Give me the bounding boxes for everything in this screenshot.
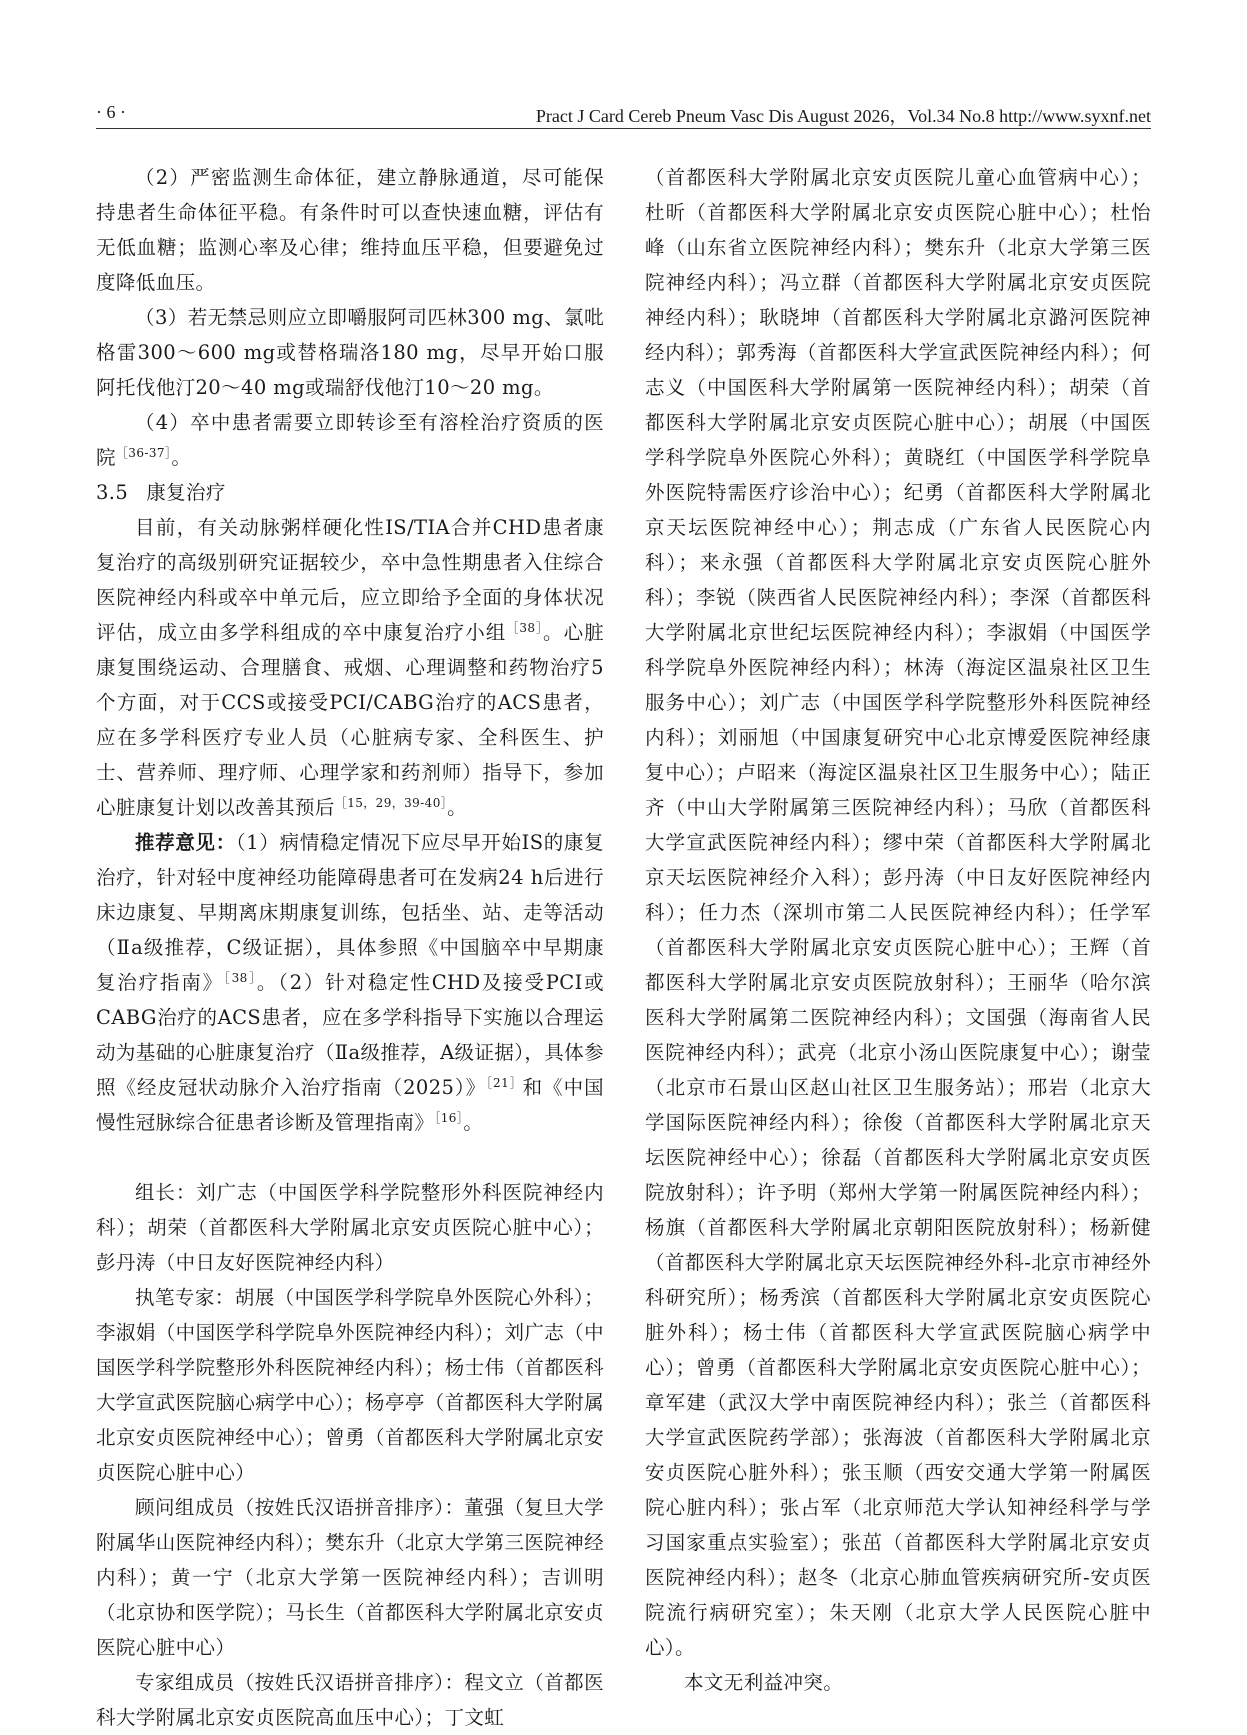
page-number: · 6 · [96,102,126,122]
section-number: 3.5 [96,481,129,504]
recommendation-text-c: 和《中国慢性冠脉综合征患者诊断及管理指南》 [96,1076,604,1134]
citation: ［16］ [434,1111,464,1125]
recommendation-text-b: 。（2）针对稳定性CHD及接受PCI或CABG治疗的ACS患者，应在多学科指导下实施以合理运动为基础的心脏康复治疗（Ⅱa级推荐，A级证据），具体参照《经皮冠状动脉介入治疗指南（2025）》 [96,971,605,1099]
recommendation-label: 推荐意见： [135,831,236,854]
journal-info: Pract J Card Cereb Pneum Vasc Dis August 2026，Vol.34 No.8 http://www.syxnf.net [535,106,1151,126]
paragraph-experts-continued: （首都医科大学附属北京安贞医院儿童心血管病中心）；杜昕（首都医科大学附属北京安贞医院心脏中心）；杜怡峰（山东省立医院神经内科）；樊东升（北京大学第三医院神经内科）；冯立群（首都医科大学附属北京安贞医院神经内科）；耿晓坤（首都医科大学附属北京潞河医院神经内科）；郭秀海（首都医科大学宣武医院神经内科）；何志义（中国医科大学附属第一医院神经内科）；胡荣（首都医科大学附属北京安贞医院心脏中心）；胡展（中国医学科学院阜外医院心外科）；黄晓红（中国医学科学院阜外医院特需医疗诊治中心）；纪勇（首都医科大学附属北京天坛医院神经中心）；荆志成（广东省人民医院心内科）；来永强（首都医科大学附属北京安贞医院心脏外科）；李锐（陕西省人民医院神经内科）；李深（首都医科大学附属北京世纪坛医院神经内科）；李淑娟（中国医学科学院阜外医院神经内科）；林涛（海淀区温泉社区卫生服务中心）；刘广志（中国医学科学院整形外科医院神经内科）；刘丽旭（中国康复研究中心北京博爱医院神经康复中心）；卢昭来（海淀区温泉社区卫生服务中心）；陆正齐（中山大学附属第三医院神经内科）；马欣（首都医科大学宣武医院神经内科）；缪中荣（首都医科大学附属北京天坛医院神经介入科）；彭丹涛（中日友好医院神经内科）；任力杰（深圳市第二人民医院神经内科）；任学军（首都医科大学附属北京安贞医院心脏中心）；王辉（首都医科大学附属北京安贞医院放射科）；王丽华（哈尔滨医科大学附属第二医院神经内科）；文国强（海南省人民医院神经内科）；武亮（北京小汤山医院康复中心）；谢莹（北京市石景山区赵山社区卫生服务站）；邢岩（北京大学国际医院神经内科）；徐俊（首都医科大学附属北京天坛医院神经中心）；徐磊（首都医科大学附属北京安贞医院放射科）；许予明（郑州大学第一附属医院神经内科）；杨旗（首都医科大学附属北京朝阳医院放射科）；杨新健（首都医科大学附属北京天坛医院神经外科-北京市神经外科研究所）；杨秀滨（首都医科大学附属北京安贞医院心脏外科）；杨士伟（首都医科大学宣武医院脑心病学中心）；曾勇（首都医科大学附属北京安贞医院心脏中心）；章军建（武汉大学中南医院神经内科）；张兰（首都医科大学宣武医院药学部）；张海波（首都医科大学附属北京安贞医院心脏外科）；张玉顺（西安交通大学第一附属医院心脏内科）；张占军（北京师范大学认知神经科学与学习国家重点实验室）；张茁（首都医科大学附属北京安贞医院神经内科）；赵冬（北京心肺血管疾病研究所-安贞医院流行病研究室）；朱天刚（北京大学人民医院心脏中心）。 [645,166,1151,1659]
referral-end: 。 [171,446,192,469]
recommendation-text-a: （1）病情稳定情况下应尽早开始IS的康复治疗，针对轻中度神经功能障碍患者可在发病24 h后进行床边康复、早期离床期康复训练，包括坐、站、走等活动（Ⅱa级推荐，C级证据），具体参照《中国脑卒中早期康复治疗指南》 [96,831,604,994]
section-heading [96,475,604,510]
paragraph-medication: （3）若无禁忌则应立即嚼服阿司匹林300 mg、氯吡格雷300～600 mg或替格瑞洛180 mg，尽早开始口服阿托伐他汀20～40 mg或瑞舒伐他汀10～20 mg。 [96,306,604,399]
left-column [96,160,604,1735]
referral-text: （4）卒中患者需要立即转诊至有溶栓治疗资质的医院 [96,411,604,469]
citation: ［21］ [486,1076,523,1090]
rehab-text-b: 。心脏康复围绕运动、合理膳食、戒烟、心理调整和药物治疗5个方面，对于CCS或接受PCI/CABG治疗的ACS患者，应在多学科医疗专业人员（心脏病专家、全科医生、护士、营养师、理疗师、心理学家和药剂师）指导下，参加心脏康复计划以改善其预后 [96,621,604,819]
citation: ［36-37］ [115,446,172,460]
rehab-text-a: 目前，有关动脉粥样硬化性IS/TIA合并CHD患者康复治疗的高级别研究证据较少，卒中急性期患者入住综合医院神经内科或卒中单元后，应立即给予全面的身体状况评估，成立由多学科组成的卒中康复治疗小组 [96,516,604,644]
running-header [96,98,1151,129]
paragraph-writers: 执笔专家：胡展（中国医学科学院阜外医院心外科）；李淑娟（中国医学科学院阜外医院神经内科）；刘广志（中国医学科学院整形外科医院神经内科）；杨士伟（首都医科大学宣武医院脑心病学中心）；杨亭亭（首都医科大学附属北京安贞医院神经中心）；曾勇（首都医科大学附属北京安贞医院心脏中心） [96,1286,604,1484]
citation: ［38］ [506,621,544,635]
paragraph-vital-signs: （2）严密监测生命体征，建立静脉通道，尽可能保持患者生命体征平稳。有条件时可以查快速血糖，评估有无低血糖；监测心率及心律；维持血压平稳，但要避免过度降低血压。 [96,166,604,294]
section-title: 康复治疗 [146,481,226,504]
paragraph-leaders: 组长：刘广志（中国医学科学院整形外科医院神经内科）；胡荣（首都医科大学附属北京安贞医院心脏中心）；彭丹涛（中日友好医院神经内科） [96,1181,604,1274]
paragraph-experts: 专家组成员（按姓氏汉语拼音排序）：程文立（首都医科大学附属北京安贞医院高血压中心）；丁文虹 [96,1671,604,1729]
paragraph-recommendation [96,825,604,1140]
rehab-end: 。 [447,796,468,819]
right-column [645,160,1151,1700]
spacer [96,1140,604,1175]
paragraph-rehab [96,510,604,825]
paragraph-referral [96,405,604,475]
citation: ［15，29，39-40］ [334,796,448,810]
recommendation-end: 。 [463,1111,484,1134]
citation: ［38］ [223,971,257,985]
conflict-statement: 本文无利益冲突。 [684,1671,844,1694]
paragraph-advisors: 顾问组成员（按姓氏汉语拼音排序）：董强（复旦大学附属华山医院神经内科）；樊东升（北京大学第三医院神经内科）；黄一宁（北京大学第一医院神经内科）；吉训明（北京协和医学院）；马长生（首都医科大学附属北京安贞医院心脏中心） [96,1496,604,1659]
